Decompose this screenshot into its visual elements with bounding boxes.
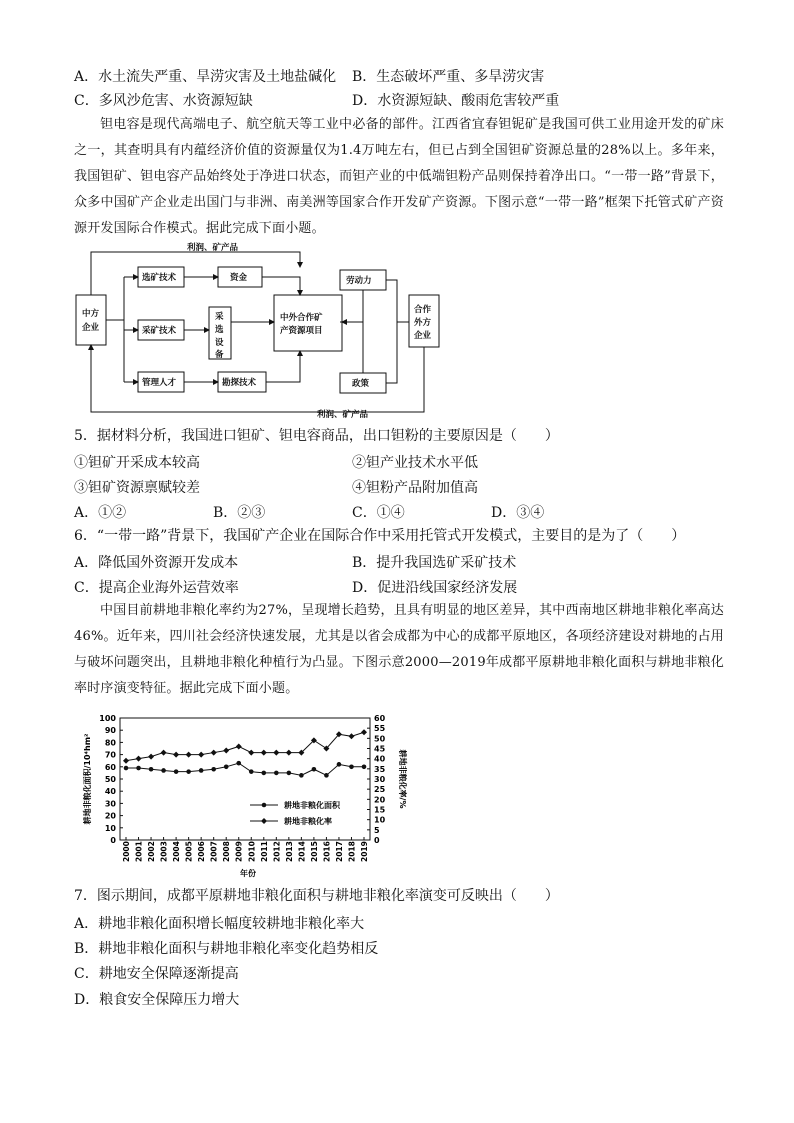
y-right-tick-label: 55 bbox=[374, 724, 386, 734]
data-point-rate bbox=[248, 750, 254, 756]
x-tick-label: 2002 bbox=[147, 841, 157, 862]
y-right-tick-label: 15 bbox=[374, 805, 386, 815]
q5-statement-3: ③钽矿资源禀赋较差 bbox=[74, 480, 200, 496]
diagram-top-label: 利润、矿产品 bbox=[187, 243, 239, 253]
x-tick-label: 2006 bbox=[197, 841, 207, 862]
y-tick-label: 70 bbox=[104, 750, 116, 760]
diagram-china: 中方 bbox=[82, 309, 100, 319]
diagram-bottom-label: 利润、矿产品 bbox=[317, 410, 369, 420]
x-tick-label: 2011 bbox=[259, 841, 269, 862]
data-point-area bbox=[149, 767, 154, 772]
diagram-capital: 资金 bbox=[230, 273, 248, 283]
x-tick-label: 2000 bbox=[122, 841, 131, 862]
x-tick-label: 2010 bbox=[247, 841, 257, 862]
plot-frame bbox=[120, 718, 370, 840]
x-tick-label: 2001 bbox=[134, 841, 144, 862]
cooperation-diagram bbox=[72, 240, 442, 420]
q7-stem: 7．图示期间，成都平原耕地非粮化面积与耕地非粮化率演变可反映出（ ） bbox=[74, 888, 559, 904]
data-point-area bbox=[249, 769, 254, 774]
y-right-tick-label: 5 bbox=[374, 825, 380, 835]
data-point-area bbox=[312, 767, 317, 772]
y-tick-label: 10 bbox=[104, 823, 116, 833]
y-right-tick-label: 45 bbox=[374, 744, 386, 754]
diagram-foreign-2: 外方 bbox=[414, 318, 432, 328]
x-tick-label: 2014 bbox=[297, 841, 307, 862]
q7-option-d: D．粮食安全保障压力增大 bbox=[74, 992, 240, 1008]
x-tick-label: 2019 bbox=[360, 841, 369, 862]
q6-stem: 6．“一带一路”背景下，我国矿产企业在国际合作中采用托管式开发模式，主要目的是为了（ ） bbox=[74, 528, 686, 544]
diagram-china-2: 企业 bbox=[82, 323, 100, 333]
data-point-rate bbox=[273, 750, 279, 756]
data-point-area bbox=[349, 765, 354, 770]
data-point-rate bbox=[236, 743, 242, 749]
y-right-tick-label: 40 bbox=[374, 754, 386, 764]
x-axis-label: 年份 bbox=[240, 869, 256, 878]
data-point-area bbox=[274, 771, 279, 776]
diagram-foreign-1: 合作 bbox=[414, 305, 432, 315]
data-point-area bbox=[224, 765, 229, 770]
farmland-chart bbox=[78, 708, 408, 880]
diagram-equip-3: 设 bbox=[215, 338, 224, 348]
x-tick-label: 2013 bbox=[284, 841, 294, 862]
q5-stem: 5．据材料分析，我国进口钽矿、钽电容商品，出口钽粉的主要原因是（ ） bbox=[74, 428, 559, 444]
x-tick-label: 2008 bbox=[222, 841, 232, 862]
q5-statement-4: ④钽粉产品附加值高 bbox=[352, 480, 478, 496]
diagram-foreign-3: 企业 bbox=[414, 331, 432, 341]
diagram-project-1: 中外合作矿 bbox=[280, 313, 323, 323]
y-right-tick-label: 35 bbox=[374, 764, 386, 774]
data-point-rate bbox=[286, 750, 292, 756]
x-tick-label: 2009 bbox=[234, 841, 244, 862]
diagram-equip-4: 备 bbox=[215, 350, 224, 360]
data-point-rate bbox=[198, 752, 204, 758]
diagram-explore: 勘探技术 bbox=[222, 378, 257, 388]
y-tick-label: 100 bbox=[99, 714, 116, 723]
x-tick-label: 2012 bbox=[272, 841, 282, 862]
diagram-labor: 劳动力 bbox=[346, 276, 372, 286]
legend-marker bbox=[262, 803, 267, 808]
x-tick-label: 2015 bbox=[309, 841, 319, 862]
y-tick-label: 60 bbox=[104, 762, 116, 772]
x-tick-label: 2007 bbox=[209, 841, 219, 862]
q6-option-a: A．降低国外资源开发成本 bbox=[74, 555, 239, 571]
series-line-2 bbox=[126, 732, 364, 760]
q4-option-a: A．水土流失严重、旱涝灾害及土地盐碱化 bbox=[74, 69, 337, 85]
y-tick-label: 40 bbox=[104, 787, 116, 797]
data-point-area bbox=[186, 769, 191, 774]
q6-option-c: C．提高企业海外运营效率 bbox=[74, 580, 239, 596]
x-tick-label: 2004 bbox=[172, 841, 182, 862]
q4-option-d: D．水资源短缺、酸雨危害较严重 bbox=[352, 93, 560, 109]
x-tick-label: 2017 bbox=[334, 841, 344, 862]
y-tick-label: 0 bbox=[110, 836, 116, 845]
y-right-tick-label: 50 bbox=[374, 734, 386, 744]
diagram-talent: 管理人才 bbox=[142, 378, 177, 388]
y-right-tick-label: 0 bbox=[374, 836, 380, 845]
q5-statement-2: ②钽产业技术水平低 bbox=[352, 455, 478, 471]
y-right-tick-label: 60 bbox=[374, 714, 386, 723]
data-point-area bbox=[161, 768, 166, 773]
y-right-tick-label: 25 bbox=[374, 785, 386, 795]
data-point-area bbox=[299, 773, 304, 778]
q7-option-c: C．耕地安全保障逐渐提高 bbox=[74, 966, 239, 982]
q7-option-a: A．耕地非粮化面积增长幅度较耕地非粮化率大 bbox=[74, 916, 365, 932]
diagram-tech2: 采矿技术 bbox=[142, 326, 177, 336]
passage-tantalum bbox=[74, 112, 724, 242]
q6-option-b: B．提升我国选矿采矿技术 bbox=[352, 555, 517, 571]
data-point-area bbox=[199, 768, 204, 773]
q6-option-d: D．促进沿线国家经济发展 bbox=[352, 580, 518, 596]
passage-tantalum-text: 钽电容是现代高端电子、航空航天等工业中必备的部件。江西省宜春钽铌矿是我国可供工业用途开发的矿床之一，其查明具有内蕴经济价值的资源量仅为1.4万吨左右，但已占到全国钽矿资源总量的28%以上。多年来，我国钽矿、钽电容产品始终处于净进口状态，而钽产业的中低端钽粉产品则保持着净出口。“一带一路”背景下，众多中国矿产企业走出国门与非洲、南美洲等国家合作开发矿产资源。下图示意“一带一路”框架下托管式矿产资源开发国际合作模式。据此完成下面小题。 bbox=[74, 117, 724, 236]
q7-option-b: B．耕地非粮化面积与耕地非粮化率变化趋势相反 bbox=[74, 941, 379, 957]
data-point-rate bbox=[211, 750, 217, 756]
q5-statement-1: ①钽矿开采成本较高 bbox=[74, 455, 200, 471]
x-tick-label: 2016 bbox=[322, 841, 332, 862]
y-tick-label: 90 bbox=[104, 726, 116, 736]
y-right-tick-label: 20 bbox=[374, 795, 386, 805]
y-right-axis-label: 耕地非粮化率/% bbox=[398, 749, 407, 809]
data-point-rate bbox=[161, 750, 167, 756]
data-point-area bbox=[124, 766, 129, 771]
passage-farmland bbox=[74, 598, 724, 702]
y-tick-label: 30 bbox=[104, 799, 116, 809]
data-point-rate bbox=[361, 729, 367, 735]
diagram-tech1: 选矿技术 bbox=[142, 273, 177, 283]
y-axis-label: 耕地非粮化面积/10⁴hm² bbox=[83, 733, 92, 825]
q4-option-c: C．多风沙危害、水资源短缺 bbox=[74, 93, 253, 109]
legend-label: 耕地非粮化面积 bbox=[284, 801, 340, 810]
data-point-area bbox=[287, 771, 292, 776]
legend-label: 耕地非粮化率 bbox=[284, 817, 332, 826]
diagram-policy: 政策 bbox=[352, 379, 370, 389]
y-tick-label: 50 bbox=[104, 775, 116, 784]
data-point-area bbox=[362, 765, 367, 770]
data-point-area bbox=[211, 767, 216, 772]
data-point-area bbox=[324, 773, 329, 778]
x-tick-label: 2005 bbox=[184, 841, 194, 862]
passage-farmland-text: 中国目前耕地非粮化率约为27%，呈现增长趋势，且具有明显的地区差异，其中西南地区耕地非粮化率高达46%。近年来，四川社会经济快速发展，尤其是以省会成都为中心的成都平原地区，各项经济建设对耕地的占用与破坏问题突出，且耕地非粮化种植行为凸显。下图示意2000—2019年成都平原耕地非粮化面积与耕地非粮化率时序演变特征。据此完成下面小题。 bbox=[74, 603, 724, 696]
data-point-area bbox=[337, 762, 342, 767]
legend-marker bbox=[261, 818, 267, 824]
q5-option-a: A．①② bbox=[74, 505, 127, 521]
y-tick-label: 80 bbox=[104, 738, 116, 748]
y-right-tick-label: 10 bbox=[374, 815, 386, 825]
data-point-rate bbox=[148, 754, 154, 760]
diagram-equip-2: 选 bbox=[215, 325, 224, 335]
data-point-rate bbox=[223, 748, 229, 754]
data-point-rate bbox=[261, 750, 267, 756]
data-point-area bbox=[136, 766, 141, 771]
q5-option-b: B．②③ bbox=[213, 505, 266, 521]
q5-option-c: C．①④ bbox=[352, 505, 405, 521]
data-point-area bbox=[261, 771, 266, 776]
q5-option-d: D．③④ bbox=[491, 505, 545, 521]
data-point-rate bbox=[136, 756, 142, 762]
y-right-tick-label: 30 bbox=[374, 775, 386, 784]
data-point-rate bbox=[348, 733, 354, 739]
data-point-rate bbox=[173, 752, 179, 758]
data-point-area bbox=[236, 761, 241, 766]
y-tick-label: 20 bbox=[104, 811, 116, 821]
diagram-project-2: 产资源项目 bbox=[280, 326, 323, 336]
diagram-equip-1: 采 bbox=[215, 312, 224, 322]
data-point-rate bbox=[186, 752, 192, 758]
x-tick-label: 2003 bbox=[159, 841, 169, 862]
data-point-rate bbox=[123, 758, 129, 764]
x-tick-label: 2018 bbox=[347, 841, 357, 862]
data-point-area bbox=[174, 769, 179, 774]
q4-option-b: B．生态破坏严重、多旱涝灾害 bbox=[352, 69, 545, 85]
